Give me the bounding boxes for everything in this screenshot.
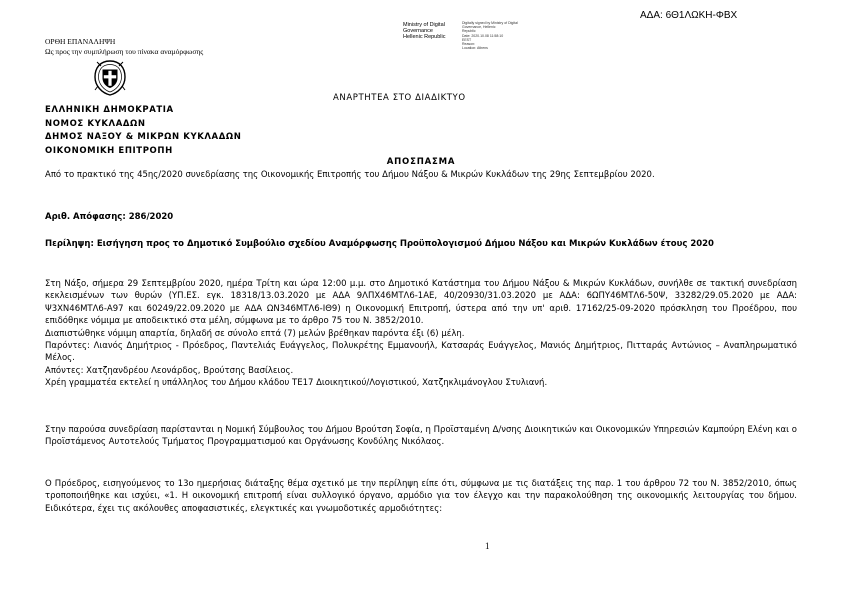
signature-meta-line: Date: 2020.10.08 11:58:10 [462,33,504,38]
signature-meta-line: Governance, Hellenic [462,25,496,30]
digital-signature-meta [462,21,532,50]
signature-meta-line: Location: Athens [462,46,488,51]
page-number: 1 [485,541,490,551]
session-paragraph [45,278,797,390]
intro-paragraph [45,169,797,181]
president-paragraph: Ο Πρόεδρος, εισηγούμενος το 13ο ημερήσιας διάταξης θέμα σχετικό με την περίληψη είπε ότι, σύμφωνα με τις διατάξεις της παρ. 1 του άρθρου 72 του Ν. 3852/2010, όπως τροποποιήθηκε και ισχύει, «1. Η οικονομική επιτροπή είναι συλλογικό όργανο, αρμόδιο για τον έλεγχο και την παρακολούθηση της οικονομικής λειτουργίας του δήμου. Ειδικότερα, έχει τις ακόλουθες αποφασιστικές, ελεγκτικές και γνωμοδοτικές αρμοδιότητες: [45,479,797,514]
session-line: Χρέη γραμματέα εκτελεί η υπάλληλος του Δήμου κλάδου ΤΕ17 Διοικητικού/Λογιστικού, Χατζηκλιμάνογλου Στυλιανή. [45,378,548,389]
correction-title: ΟΡΘΗ ΕΠΑΝΑΛΗΨΗ [45,37,116,46]
intro-text: Από το πρακτικό της 45ης/2020 συνεδρίασης της Οικονομικής Επιτροπής του Δήμου Νάξου & Μικρών Κυκλάδων της 29ης Σεπτεμβρίου 2020. [45,170,655,180]
issuer-line: ΔΗΜΟΣ ΝΑΞΟΥ & ΜΙΚΡΩΝ ΚΥΚΛΑΔΩΝ [45,132,242,142]
issuer-block [45,104,241,158]
decision-number: Αριθ. Απόφασης: 286/2020 [45,212,174,222]
ada-code: ΑΔΑ: 6Θ1ΛΩΚΗ-ΦΒΧ [640,10,738,21]
present-staff-paragraph: Στην παρούσα συνεδρίαση παρίστανται η Νομική Σύμβουλος του Δήμου Βρούτση Σοφία, η Προϊσταμένη Δ/νσης Διοικητικών και Οικονομικών Υπηρεσιών Καμπούρη Ελένη και ο Προϊστάμενος Αυτοτελούς Τμήματος Προγραμματισμού και Οργάνωσης Κονδύλης Νικόλαος. [45,425,797,448]
signature-meta-line: Digitally signed by Ministry of Digital [462,21,518,25]
posted-online-notice: ΑΝΑΡΤΗΤΕΑ ΣΤΟ ΔΙΑΔΙΚΤΥΟ [333,93,466,103]
digital-signature-label [403,22,465,40]
document-title: ΑΠΟΣΠΑΣΜΑ [386,157,456,167]
signature-line: Hellenic Republic [403,34,446,40]
session-line: Στη Νάξο, σήμερα 29 Σεπτεμβρίου 2020, ημέρα Τρίτη και ώρα 12:00 μ.μ. στο Δημοτικό Κατάστημα του Δήμου Νάξου & Μικρών Κυκλάδων, συνήλθε σε τακτική συνεδρίαση κεκλεισμένων των θυρών (ΥΠ.ΕΣ. εγκ. 18318/13.03.2020 με ΑΔΑ 9ΛΠΧ46ΜΤΛ6-1ΑΕ, 40/20930/31.03.2020 με ΑΔΑ: 6ΩΠΥ46ΜΤΛ6-50Ψ, 33282/29.05.2020 με ΑΔΑ: Ψ3ΧΝ46ΜΤΛ6-Α97 και 60249/22.09.2020 με ΑΔΑ ΩΝ346ΜΤΛ6-ΙΘ9) η Οικονομική Επιτροπή, ύστερα από την υπ' αριθ. 17162/25-09-2020 πρόσκληση του Προέδρου, που επιδόθηκε νόμιμα με αποδεικτικό στα μέλη, σύμφωνα με το άρθρο 75 του Ν. 3852/2010. [45,279,797,327]
session-line: Απόντες: Χατζηανδρέου Λεονάρδος, Βρούτσης Βασίλειος. [45,365,294,376]
session-line: Παρόντες: Λιανός Δημήτριος - Πρόεδρος, Παντελιάς Ευάγγελος, Πολυκρέτης Εμμανουήλ, Κατσαράς Ευάγγελος, Μανιός Δημήτριος, Πιτταράς Αντώνιος – Αναπληρωματικό Μέλος. [45,341,797,364]
signature-meta-line: EEST [462,37,472,42]
greek-coat-of-arms-icon [90,58,130,98]
correction-notice [45,37,203,57]
issuer-line: ΝΟΜΟΣ ΚΥΚΛΑΔΩΝ [45,118,146,129]
signature-line: Ministry of Digital [403,22,445,28]
correction-subtitle: Ως προς την συμπλήρωση του πίνακα αναμόρφωσης [45,47,204,56]
signature-meta-line: Reason: [462,42,476,47]
signature-meta-line: Republic [462,29,476,34]
session-line: Διαπιστώθηκε νόμιμη απαρτία, δηλαδή σε σύνολο επτά (7) μελών βρέθηκαν παρόντα έξι (6) μέλη. [45,328,465,339]
issuer-line: ΟΙΚΟΝΟΜΙΚΗ ΕΠΙΤΡΟΠΗ [45,145,173,156]
issuer-line: ΕΛΛΗΝΙΚΗ ΔΗΜΟΚΡΑΤΙΑ [45,105,174,115]
summary: Περίληψη: Εισήγηση προς το Δημοτικό Συμβούλιο σχεδίου Αναμόρφωσης Προϋπολογισμού Δήμου Νάξου και Μικρών Κυκλάδων έτους 2020 [45,239,714,249]
signature-line: Governance [403,28,433,34]
